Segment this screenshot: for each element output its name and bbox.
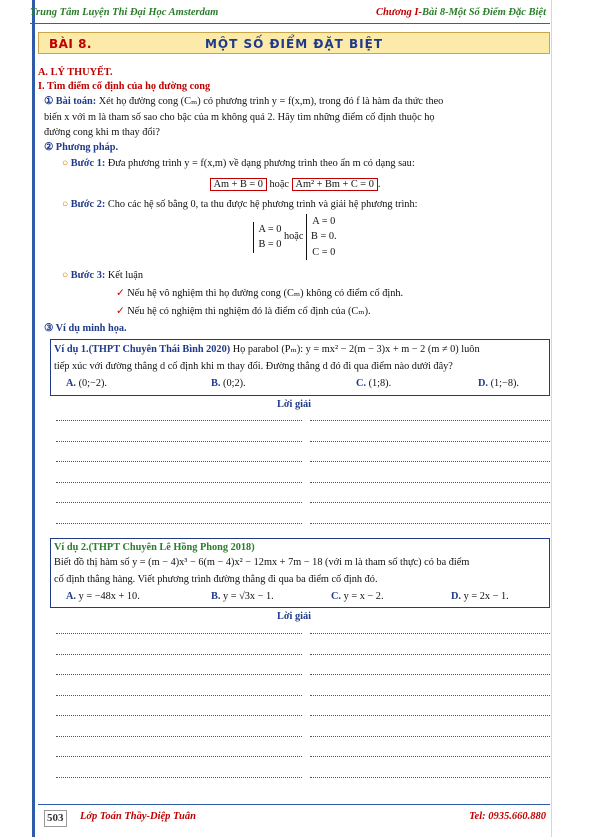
dotted-answer-line (56, 461, 302, 462)
step1-or: hoặc (269, 179, 289, 190)
dotted-answer-line (56, 695, 302, 696)
examples-heading: ③ Ví dụ minh họa. (44, 323, 127, 334)
dotted-answer-line (310, 777, 550, 778)
example-2-line-2: cố định thẳng hàng. Viết phương trình đường thẳng đi qua ba điểm cố định đó. (54, 574, 378, 585)
dotted-answer-line (56, 482, 302, 483)
answer-d-text: (1;−8). (490, 378, 519, 389)
problem-text-1: Xét họ đường cong (Cₘ) có phương trình y = f(x,m), trong đó f là hàm đa thức theo (98, 96, 444, 107)
problem-line-1 (44, 95, 556, 109)
dotted-answer-line (310, 674, 550, 675)
equation-quadratic: Am² + Bm + C = 0 (292, 178, 378, 191)
solution-heading-1: Lời giải (276, 399, 312, 410)
dotted-answer-line (310, 482, 550, 483)
dotted-answer-line (56, 654, 302, 655)
example-2-answers (66, 590, 578, 604)
dotted-answer-line (310, 633, 550, 634)
example-1-line-1 (54, 343, 566, 357)
lesson-title: MỘT SỐ ĐIỂM ĐẶT BIỆT (204, 37, 384, 51)
page-number: 503 (44, 810, 67, 827)
step1-label: ○ Bước 1: (62, 158, 105, 169)
dotted-answer-line (56, 441, 302, 442)
example-1-text-1: Họ parabol (Pₘ): y = mx² − 2(m − 3)x + m − 2 (m ≠ 0) luôn (232, 344, 480, 355)
step3-label: ○ Bước 3: (62, 270, 105, 281)
dotted-answer-line (56, 502, 302, 503)
checkmark-icon: ✓ (116, 288, 125, 299)
section-a-heading: A. LÝ THUYẾT. (38, 67, 113, 78)
answer-a: A. (0;−2). (66, 378, 107, 389)
footer-rule (38, 804, 550, 805)
footer-teacher: Lớp Toán Thầy-Diệp Tuân (80, 811, 196, 822)
step2-or: hoặc (284, 231, 304, 243)
sys2-eq-b: B = 0. (311, 231, 337, 243)
dotted-answer-line (310, 461, 550, 462)
dotted-answer-line (310, 502, 550, 503)
dotted-answer-line (310, 654, 550, 655)
step3-text: Kết luận (107, 270, 144, 281)
answer-c-text: y = x − 2. (343, 591, 384, 602)
answer-a: A. y = −48x + 10. (66, 591, 140, 602)
lesson-number: BÀI 8. (49, 37, 92, 51)
answer-a-text: (0;−2). (78, 378, 107, 389)
answer-c: C. (1;8). (356, 378, 392, 389)
sys1-eq-b: B = 0 (258, 239, 282, 251)
section-i-heading: I. Tìm điểm cố định của họ đường cong (38, 81, 211, 92)
header-center-name: Trung Tâm Luyện Thi Đại Học Amsterdam (30, 7, 219, 18)
dotted-answer-line (310, 420, 550, 421)
example-1-label: Ví dụ 1.(THPT Chuyên Thái Bình 2020) (54, 344, 231, 355)
header-chapter (376, 6, 546, 20)
answer-b-text: (0;2). (223, 378, 246, 389)
footer-phone: Tel: 0935.660.880 (469, 811, 546, 822)
solution-heading-2: Lời giải (276, 611, 312, 622)
answer-c-text: (1;8). (368, 378, 392, 389)
example-1-line-2: tiếp xúc với đường thẳng d cố định khi m thay đổi. Đường thẳng d đó đi qua điểm nào dưới đây? (54, 361, 453, 372)
equation-linear: Am + B = 0 (210, 178, 267, 191)
answer-d: D. y = 2x − 1. (451, 591, 509, 602)
dotted-answer-line (56, 777, 302, 778)
step1-end: . (377, 179, 381, 190)
dotted-answer-line (56, 420, 302, 421)
answer-b-text: y = √3x − 1. (223, 591, 274, 602)
lesson-banner (38, 32, 550, 54)
problem-line-2: biến x với m là tham số sao cho bậc của m không quá 2. Hãy tìm những điểm cố định thuộc họ (44, 112, 435, 123)
example-2-line-1: Biết đồ thị hàm số y = (m − 4)x³ − 6(m − 4)x² − 12mx + 7m − 18 (với m là tham số thực) có ba điểm (54, 557, 470, 568)
problem-line-3: đường cong khi m thay đổi? (44, 127, 160, 138)
method-heading: ② Phương pháp. (44, 142, 119, 153)
answer-b: B. y = √3x − 1. (211, 591, 274, 602)
dotted-answer-line (56, 715, 302, 716)
checkmark-icon: ✓ (116, 306, 125, 317)
sys2-eq-c: C = 0 (312, 246, 336, 258)
dotted-answer-line (56, 523, 302, 524)
step2-systems (0, 214, 590, 260)
dotted-answer-line (310, 756, 550, 757)
step1-line (62, 157, 574, 171)
dotted-answer-line (310, 715, 550, 716)
example-1-answers (66, 377, 578, 391)
dotted-answer-line (310, 523, 550, 524)
step2-text: Cho các hệ số bằng 0, ta thu được hệ phương trình và giải hệ phương trình: (107, 199, 418, 210)
answer-d: D. (1;−8). (478, 378, 519, 389)
conclusion-2 (116, 305, 590, 319)
dotted-answer-line (56, 756, 302, 757)
step1-text: Đưa phương trình y = f(x,m) về dạng phương trình theo ẩn m có dạng sau: (107, 158, 415, 169)
left-margin-bar (32, 0, 35, 837)
dotted-answer-line (310, 736, 550, 737)
answer-b: B. (0;2). (211, 378, 246, 389)
dotted-answer-line (310, 695, 550, 696)
answer-c: C. y = x − 2. (331, 591, 384, 602)
dotted-answer-line (56, 736, 302, 737)
sys1-eq-a: A = 0 (258, 223, 282, 235)
system-three (306, 214, 337, 260)
answer-d-text: y = 2x − 1. (463, 591, 509, 602)
step2-label: ○ Bước 2: (62, 199, 105, 210)
sys2-eq-a: A = 0 (312, 216, 336, 227)
header-rule (30, 23, 550, 24)
conclusion-1 (116, 287, 590, 301)
conclusion-2-text: Nếu hệ có nghiệm thì nghiệm đó là điểm cố định của (Cₘ). (127, 306, 371, 317)
conclusion-1-text: Nếu hệ vô nghiệm thì họ đường cong (Cₘ) không có điểm cố định. (127, 288, 404, 299)
example-2-label: Ví dụ 2.(THPT Chuyên Lê Hồng Phong 2018) (54, 542, 255, 553)
dotted-answer-line (56, 633, 302, 634)
header-chapter-label: Chương I- (375, 7, 423, 18)
answer-a-text: y = −48x + 10. (78, 591, 140, 602)
step2-line (62, 198, 574, 212)
problem-label: ① Bài toán: (44, 96, 97, 107)
step1-equations (0, 178, 590, 192)
system-two (253, 222, 281, 253)
step3-line (62, 269, 574, 283)
header-lesson-label: Bài 8-Một Số Điểm Đặc Biệt (422, 7, 546, 18)
dotted-answer-line (56, 674, 302, 675)
dotted-answer-line (310, 441, 550, 442)
